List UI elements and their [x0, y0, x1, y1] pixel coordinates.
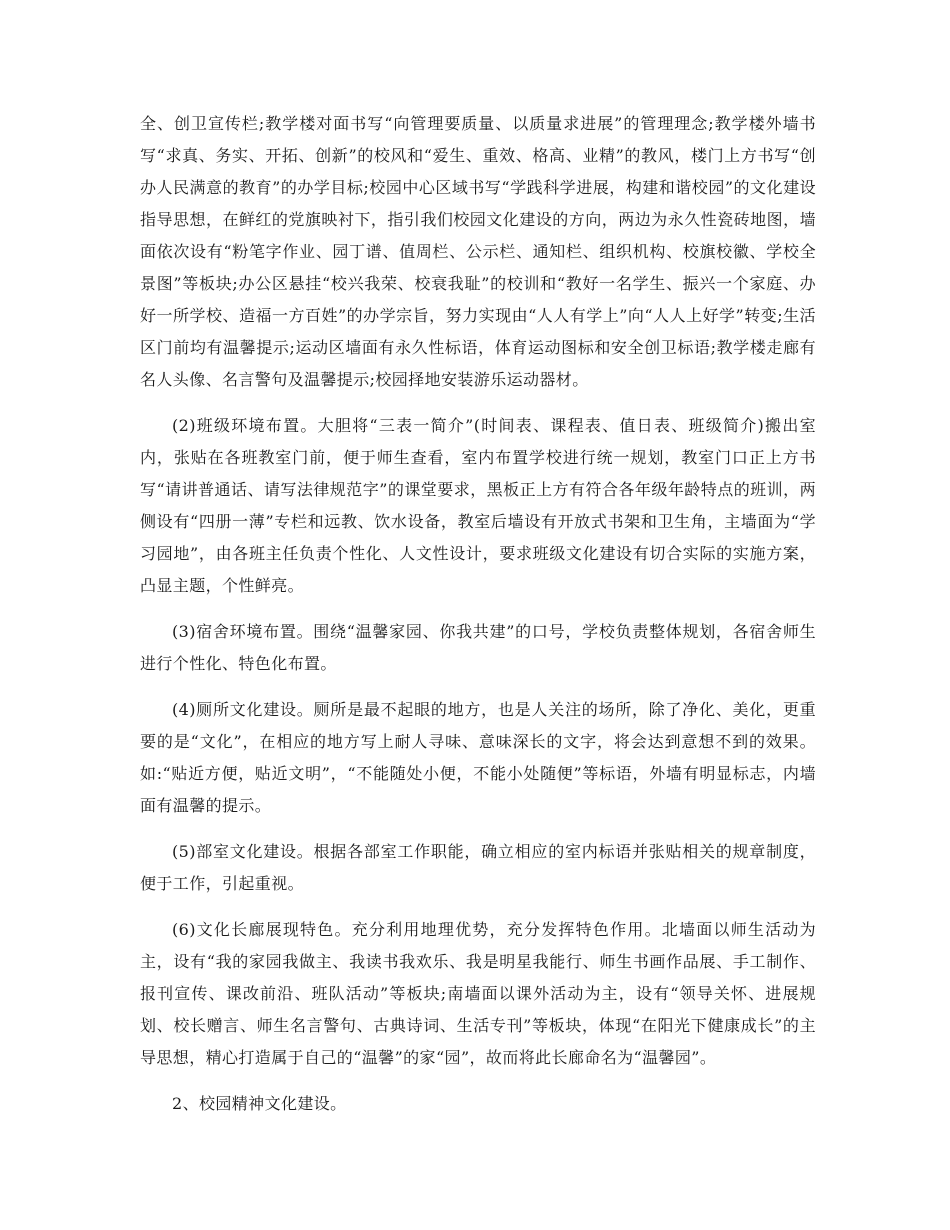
- paragraph-campus-environment: 全、创卫宣传栏;教学楼对面书写“向管理要质量、以质量求进展”的管理理念;教学楼外墙书写“求真、务实、开拓、创新”的校风和“爱生、重效、格高、业精”的教风，楼门上方书写“创办人民满意的教育”的办学目标;校园中心区域书写“学践科学进展，构建和谐校园”的文化建设指导思想，在鲜红的党旗映衬下，指引我们校园文化建设的方向，两边为永久性瓷砖地图，墙面依次设有“粉笔字作业、园丁谱、值周栏、公示栏、通知栏、组织机构、校旗校徽、学校全景图”等板块;办公区悬挂“校兴我荣、校衰我耻”的校训和“教好一名学生、振兴一个家庭、办好一所学校、造福一方百姓”的办学宗旨，努力实现由“人人有学上”向“人人上好学”转变;生活区门前均有温馨提示;运动区墙面有永久性标语，体育运动图标和安全创卫标语;教学楼走廊有名人头像、名言警句及温馨提示;校园择地安装游乐运动器材。: [140, 114, 816, 389]
- paragraph-office-culture: (5)部室文化建设。根据各部室工作职能，确立相应的室内标语并张贴相关的规章制度，便于工作，引起重视。: [140, 842, 816, 893]
- paragraph-corridor-culture: (6)文化长廊展现特色。充分利用地理优势，充分发挥特色作用。北墙面以师生活动为主，设有“我的家园我做主、我读书我欢乐、我是明星我能行、师生书画作品展、手工制作、报刊宣传、课改前沿、班队活动”等板块;南墙面以课外活动为主，设有“领导关怀、进展规划、校长赠言、师生名言警句、古典诗词、生活专刊”等板块，体现“在阳光下健康成长”的主导思想，精心打造属于自己的“温馨”的家“园”，故而将此长廊命名为“温馨园”。: [140, 920, 816, 1067]
- paragraph-dorm-environment: (3)宿舍环境布置。围绕“温馨家园、你我共建”的口号，学校负责整体规划，各宿舍师生进行个性化、特色化布置。: [140, 622, 816, 673]
- section-heading-spiritual-culture: 2、校园精神文化建设。: [172, 1094, 347, 1113]
- paragraph-toilet-culture: (4)厕所文化建设。厕所是最不起眼的地方，也是人关注的场所，除了净化、美化，更重要的是“文化”，在相应的地方写上耐人寻味、意味深长的文字，将会达到意想不到的效果。如:“贴近方便，贴近文明”，“不能随处小便，不能小处随便”等标语，外墙有明显标志，内墙面有温馨的提示。: [140, 700, 816, 815]
- document-body: [140, 108, 816, 1134]
- paragraph-class-environment: (2)班级环境布置。大胆将“三表一简介”(时间表、课程表、值日表、班级简介)搬出室内，张贴在各班教室门前，便于师生查看，室内布置学校进行统一规划，教室门口正上方书写“请讲普通话、请写法律规范字”的课堂要求，黑板正上方有符合各年级年龄特点的班训，两侧设有“四册一薄”专栏和远教、饮水设备，教室后墙设有开放式书架和卫生角，主墙面为“学习园地”，由各班主任负责个性化、人文性设计，要求班级文化建设有切合实际的实施方案，凸显主题，个性鲜亮。: [140, 416, 816, 595]
